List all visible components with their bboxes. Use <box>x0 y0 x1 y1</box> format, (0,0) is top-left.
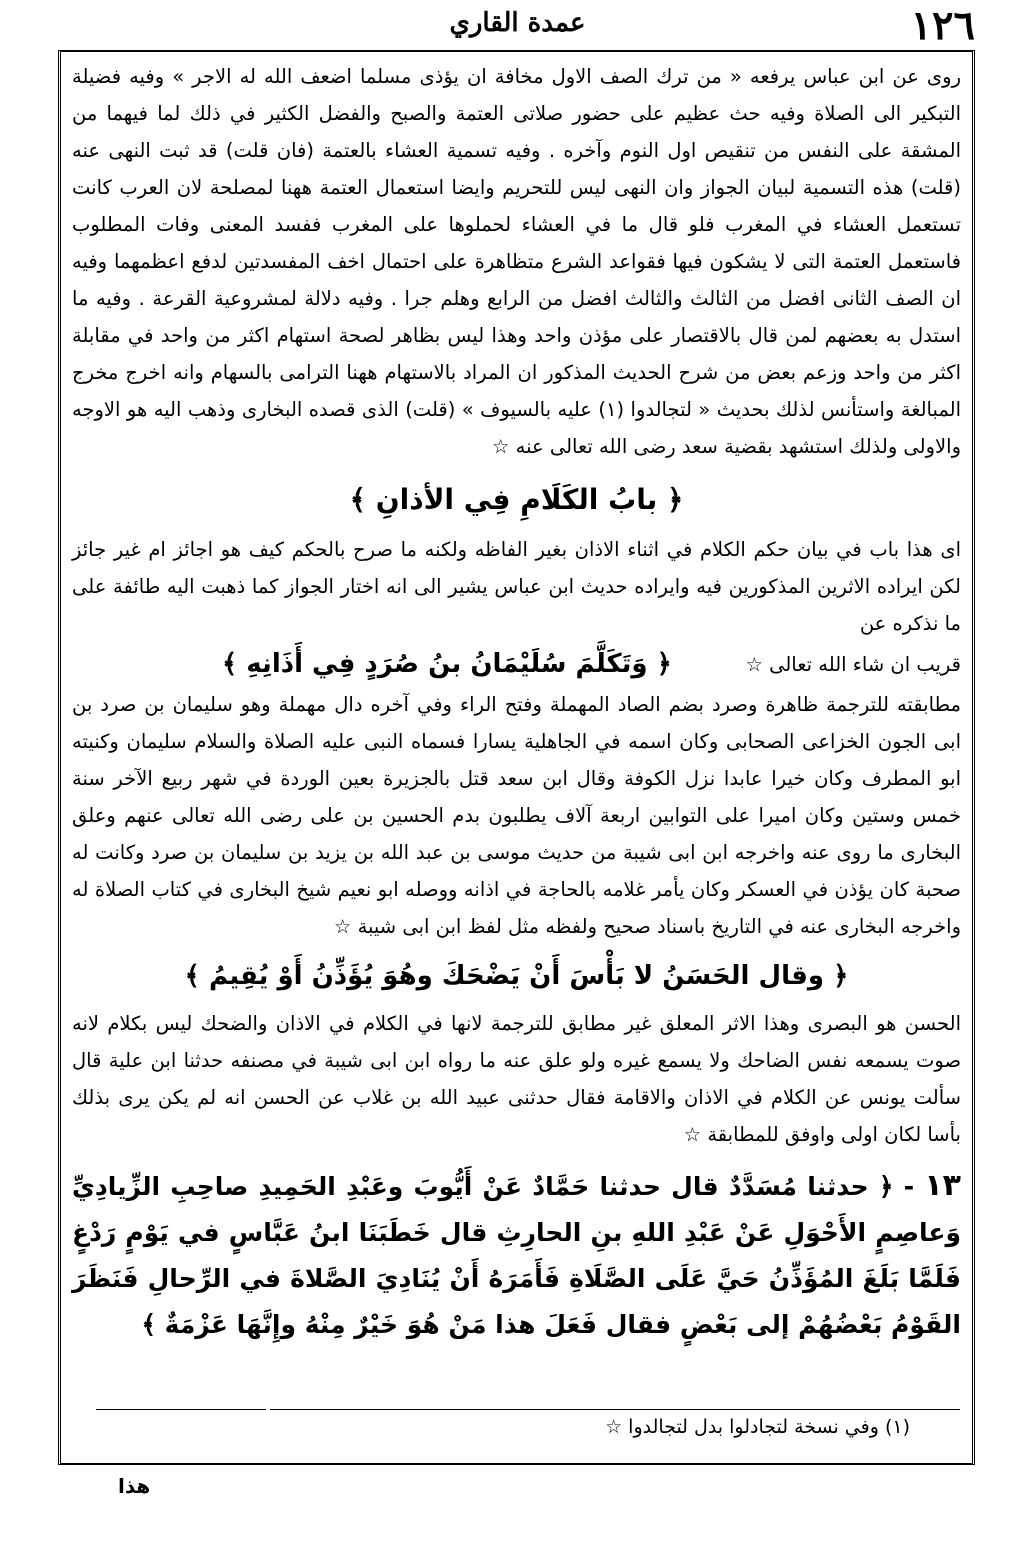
page-number: ١٢٦ <box>910 2 975 49</box>
athar-1-heading: ﴿ وَتَكَلَّمَ سُلَيْمَانُ بنُ صُرَدٍ فِي أَذَانِهِ ﴾ <box>222 649 672 679</box>
running-title: عمدة القاري <box>449 8 586 38</box>
footnote: (١) وفي نسخة لتجادلوا بدل لتجالدوا ☆ <box>605 1416 910 1438</box>
athar-2-heading: ﴿ وقال الحَسَنُ لا بَأْسَ أَنْ يَضْحَكَ وهُوَ يُؤَذِّنُ أَوْ يُقِيمُ ﴾ <box>184 961 849 991</box>
athar-1-commentary: مطابقته للترجمة ظاهرة وصرد بضم الصاد المهملة وفتح الراء وفي آخره دال مهملة وهو سليمان بن صرد بن ابى الجون الخزاعى الصحابى وكان اسمه في الجاهلية يسارا فسماه النبى عليه الصلاة والسلام سليمان وكنيته ابو المطرف وكان خيرا عابدا نزل الكوفة وقال ابن سعد قتل بالجزيرة بعين الوردة في شهر ربيع الآخر سنة خمس وستين وكان اميرا على التوابين اربعة آلاف يطلبون بدم الحسين بن على رضى الله تعالى عنهم وعلق البخارى ما روى عنه واخرجه ابن ابى شيبة من حديث موسى بن عبد الله بن يزيد بن سليمان بن صرد وكانت له صحبة كان يؤذن في العسكر وكان يأمر غلامه بالحاجة في اذانه ووصله ابو نعيم شيخ البخارى في كتاب الصلاة له واخرجه البخارى عنه في التاريخ باسناد صحيح ولفظه مثل لفظ ابن ابى شيبة ☆ <box>72 693 961 938</box>
commentary-paragraph: روى عن ابن عباس يرفعه « من ترك الصف الاول مخافة ان يؤذى مسلما اضعف الله له الاجر » وفيه فضيلة التبكير الى الصلاة وفيه حث عظيم على حضور صلاتى العتمة والصبح والفضل الكثير في ذلك لما فيهما من المشقة على النفس من تنقيص اول النوم وآخره . وفيه تسمية العشاء بالعتمة (فان قلت) قد ثبت النهى عنه (قلت) هذه التسمية لبيان الجواز وان النهى ليس للتحريم وايضا استعمال العتمة ههنا لمصلحة لان العرب كانت تستعمل العشاء في المغرب فلو قال ما في العشاء لحملوها على المغرب ففسد المعنى وفات المطلوب فاستعمل العتمة التى لا يشكون فيها فقواعد الشرع متظاهرة على احتمال اخف المفسدتين لدفع اعظمهما وفيه ان الصف الثانى افضل من الثالث والثالث افضل من الرابع وهلم جرا . وفيه دلالة لمشروعية القرعة . وفيه ما استدل به بعضهم لمن قال بالاقتصار على مؤذن واحد وهذا ليس بظاهر لصحة استهام اكثر من واحد في مقابلة اكثر من واحد وزعم بعض من شرح الحديث المذكور ان المراد بالاستهام ههنا الترامى بالسهام وانه اخرج مخرج المبالغة واستأنس لذلك بحديث « لتجالدوا (١) عليه بالسيوف » (قلت) الذى قصده البخارى وذهب اليه هو الاوجه والاولى ولذلك استشهد بقضية سعد رضى الله تعالى عنه ☆ <box>72 65 961 458</box>
athar-1-row <box>72 642 961 686</box>
footnote-rule-long <box>270 1409 960 1410</box>
hadith-dash: - <box>893 1172 915 1201</box>
athar-2-commentary: الحسن هو البصرى وهذا الاثر المعلق غير مطابق للترجمة لانها في الكلام في الاذان والضحك ليس بكلام لانه صوت يسمعه نفس الضاحك ولا يسمع غيره ولو علق عنه ما رواه ابن ابى شيبة في مصنفه حدثنا ابن علية قال سألت يونس عن الكلام في الاذان والاقامة فقال حدثنى عبيد الله بن غلاب عن الحسن انه لم يكن يرى بذلك بأسا لكان اولى واوفق للمطابقة ☆ <box>72 1012 961 1146</box>
hadith-number: ١٣ <box>924 1168 961 1203</box>
page-header <box>60 2 975 49</box>
chapter-intro-tail: قريب ان شاء الله تعالى ☆ <box>745 652 961 676</box>
chapter-intro: اى هذا باب في بيان حكم الكلام في اثناء الاذان بغير الفاظه ولكنه ما صرح بالحكم كيف هو اجائز ام غير جائز لكن ايراده الاثرين المذكورين فيه وايراده حديث ابن عباس يشير الى انه اختار الجواز كما ذهبت اليه طائفة على ما نذكره عن <box>72 538 961 635</box>
main-text <box>72 58 961 1348</box>
hadith-text <box>72 1163 961 1348</box>
hadith-body: ﴿ حدثنا مُسَدَّدٌ قال حدثنا حَمَّادٌ عَنْ أَيُّوبَ وعَبْدِ الحَمِيدِ صاحِبِ الزِّيادِيِّ وَعاصِمٍ الأَحْوَلِ عَنْ عَبْدِ اللهِ بنِ الحارِثِ قال خَطَبَنَا ابنُ عَبَّاسٍ في يَوْمٍ رَدْغٍ فَلَمَّا بَلَغَ المُؤَذِّنُ حَيَّ عَلَى الصَّلَاةِ فَأَمَرَهُ أَنْ يُنَادِيَ الصَّلاةَ في الرِّحالِ فَنَظَرَ القَوْمُ بَعْضُهُمْ إلى بَعْضٍ فقال فَعَلَ هذا مَنْ هُوَ خَيْرٌ مِنْهُ وإِنَّهَا عَزْمَةٌ ﴾ <box>72 1172 961 1339</box>
catchword: هذا <box>118 1474 151 1498</box>
chapter-heading: ﴿ بابُ الكَلَامِ فِي الأذانِ ﴾ <box>349 483 684 516</box>
footnote-rule-short <box>96 1409 266 1410</box>
